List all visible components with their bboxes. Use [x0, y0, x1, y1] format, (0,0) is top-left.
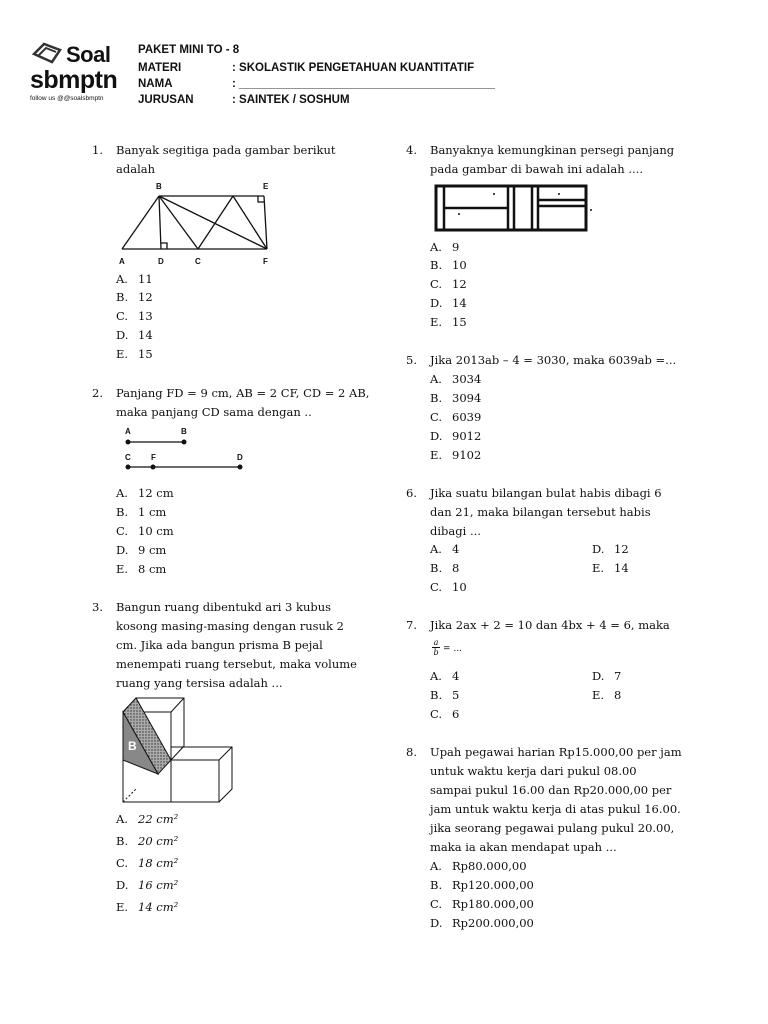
fig2-label-b: B — [181, 427, 187, 436]
fig2-label-a: A — [125, 427, 131, 436]
question-3-line-5: ruang yang tersisa adalah ... — [116, 676, 283, 690]
option-text: 18 cm² — [138, 856, 179, 870]
option-letter: B. — [430, 391, 443, 405]
option-text: 10 cm — [138, 524, 174, 538]
option-text: 9012 — [452, 429, 482, 443]
question-8-line-1: Upah pegawai harian Rp15.000,00 per jam — [430, 745, 682, 759]
question-3-line-1: Bangun ruang dibentukd ari 3 kubus — [116, 600, 332, 614]
option-text: 7 — [614, 669, 622, 683]
option-letter: C. — [430, 707, 443, 721]
question-8-option-a[interactable] — [430, 859, 527, 873]
question-3-figure — [118, 692, 242, 808]
option-letter: A. — [116, 812, 128, 826]
option-text: 13 — [138, 309, 153, 323]
header-key-materi: MATERI — [138, 62, 182, 74]
option-letter: B. — [116, 290, 129, 304]
option-text: 8 — [614, 688, 622, 702]
question-6-option-a[interactable] — [430, 542, 459, 556]
option-text: 12 cm — [138, 486, 174, 500]
option-letter: E. — [430, 448, 443, 462]
question-2-line-2: maka panjang CD sama dengan .. — [116, 405, 312, 419]
option-text: Rp180.000,00 — [452, 897, 534, 911]
question-1-option-b[interactable] — [116, 290, 153, 304]
logo-follow-text: follow us @@soalsbmptn — [30, 95, 104, 102]
question-6-number: 6. — [406, 486, 417, 500]
question-7-option-b[interactable] — [430, 688, 459, 702]
question-2-option-a[interactable] — [116, 486, 174, 500]
question-1-figure — [115, 178, 280, 270]
option-text: 8 — [452, 561, 460, 575]
option-text: 11 — [138, 272, 153, 286]
question-1-option-c[interactable] — [116, 309, 153, 323]
question-3-option-a[interactable] — [116, 812, 178, 826]
option-text: Rp80.000,00 — [452, 859, 527, 873]
question-2-option-d[interactable] — [116, 543, 166, 557]
option-letter: A. — [430, 859, 442, 873]
question-4-option-d[interactable] — [430, 296, 467, 310]
option-text: 10 — [452, 580, 467, 594]
option-letter: A. — [430, 240, 442, 254]
option-text: 6039 — [452, 410, 482, 424]
option-letter: B. — [430, 688, 443, 702]
question-2-option-c[interactable] — [116, 524, 174, 538]
option-letter: D. — [592, 542, 605, 556]
question-3-line-3: cm. Jika ada bangun prisma B pejal — [116, 638, 323, 652]
option-text: 9102 — [452, 448, 482, 462]
option-letter: E. — [116, 347, 129, 361]
question-5-line-1: Jika 2013ab – 4 = 3030, maka 6039ab =... — [430, 353, 677, 367]
question-3-option-d[interactable] — [116, 878, 178, 892]
question-7-number: 7. — [406, 618, 417, 632]
fig1-label-e: E — [263, 182, 269, 191]
question-8-option-d[interactable] — [430, 916, 534, 930]
question-7-option-e[interactable] — [592, 688, 621, 702]
option-letter: E. — [430, 315, 443, 329]
option-text: 15 — [138, 347, 153, 361]
fraction-numerator: a — [433, 638, 439, 647]
question-8-line-3: sampai pukul 16.00 dan Rp20.000,00 per — [430, 783, 672, 797]
question-4-figure — [434, 184, 594, 234]
question-6-option-c[interactable] — [430, 580, 467, 594]
option-text: 1 cm — [138, 505, 167, 519]
question-7-option-a[interactable] — [430, 669, 459, 683]
question-7-option-d[interactable] — [592, 669, 621, 683]
option-letter: D. — [430, 916, 443, 930]
question-8-option-b[interactable] — [430, 878, 534, 892]
header-key-nama: NAMA — [138, 78, 173, 90]
question-8-line-6: maka ia akan mendapat upah ... — [430, 840, 617, 854]
question-3-line-4: menempati ruang tersebut, maka volume — [116, 657, 357, 671]
question-4-line-1: Banyaknya kemungkinan persegi panjang — [430, 143, 675, 157]
question-4-line-2: pada gambar di bawah ini adalah .... — [430, 162, 643, 176]
question-4-number: 4. — [406, 143, 417, 157]
option-letter: E. — [116, 562, 129, 576]
logo-text-top: Soal — [66, 42, 111, 67]
option-text: 4 — [452, 542, 460, 556]
option-letter: C. — [430, 897, 443, 911]
option-text: 15 — [452, 315, 467, 329]
option-letter: C. — [116, 856, 129, 870]
question-8-number: 8. — [406, 745, 417, 759]
option-text: 9 — [452, 240, 460, 254]
fig3-label-b: B — [128, 739, 137, 753]
option-text: 14 — [452, 296, 467, 310]
question-1-option-a[interactable] — [116, 272, 153, 286]
option-letter: D. — [116, 328, 129, 342]
logo-text-bottom: sbmptn — [30, 66, 118, 94]
question-5-number: 5. — [406, 353, 417, 367]
option-letter: C. — [430, 580, 443, 594]
header-value-materi: : SKOLASTIK PENGETAHUAN KUANTITATIF — [232, 62, 475, 74]
option-letter: D. — [116, 543, 129, 557]
fig1-label-b: B — [156, 182, 162, 191]
question-6-option-e[interactable] — [592, 561, 629, 575]
option-text: Rp120.000,00 — [452, 878, 534, 892]
question-8-line-2: untuk waktu kerja dari pukul 08.00 — [430, 764, 637, 778]
option-letter: A. — [430, 542, 442, 556]
option-text: Rp200.000,00 — [452, 916, 534, 930]
question-2-figure — [118, 422, 250, 474]
question-7-fraction-rest: = ... — [443, 644, 462, 654]
question-8-option-c[interactable] — [430, 897, 534, 911]
option-letter: C. — [430, 410, 443, 424]
question-2-option-e[interactable] — [116, 562, 166, 576]
question-3-option-c[interactable] — [116, 856, 178, 870]
option-text: 12 — [614, 542, 629, 556]
fig1-label-f: F — [263, 257, 268, 266]
question-7-line-1: Jika 2ax + 2 = 10 dan 4bx + 4 = 6, maka — [430, 618, 670, 632]
option-letter: A. — [116, 486, 128, 500]
option-letter: D. — [430, 296, 443, 310]
option-letter: E. — [592, 688, 605, 702]
question-4-option-c[interactable] — [430, 277, 467, 291]
question-3-number: 3. — [92, 600, 103, 614]
question-6-option-d[interactable] — [592, 542, 629, 556]
header-value-nama[interactable]: : ________________________________________ — [232, 78, 495, 90]
question-5-option-b[interactable] — [430, 391, 481, 405]
option-text: 12 — [452, 277, 467, 291]
question-3-line-2: kosong masing-masing dengan rusuk 2 — [116, 619, 344, 633]
question-2-number: 2. — [92, 386, 103, 400]
question-5-option-a[interactable] — [430, 372, 481, 386]
question-4-option-a[interactable] — [430, 240, 459, 254]
option-letter: B. — [430, 561, 443, 575]
option-text: 6 — [452, 707, 460, 721]
option-letter: C. — [116, 524, 129, 538]
option-letter: D. — [116, 878, 129, 892]
question-4-option-e[interactable] — [430, 315, 467, 329]
question-5-option-c[interactable] — [430, 410, 481, 424]
logo-icon — [30, 40, 66, 68]
option-letter: B. — [430, 258, 443, 272]
fraction-denominator: b — [433, 648, 439, 657]
header-value-jurusan: : SAINTEK / SOSHUM — [232, 94, 350, 106]
header-key-jurusan: JURUSAN — [138, 94, 194, 106]
question-6-line-3: dibagi ... — [430, 524, 481, 538]
question-2-option-b[interactable] — [116, 505, 166, 519]
question-7-option-c[interactable] — [430, 707, 459, 721]
option-letter: B. — [116, 834, 129, 848]
option-text: 20 cm² — [138, 834, 179, 848]
option-text: 14 — [138, 328, 153, 342]
question-1-line-2: adalah — [116, 162, 156, 176]
question-1-number: 1. — [92, 143, 103, 157]
question-5-option-e[interactable] — [430, 448, 481, 462]
option-letter: A. — [116, 272, 128, 286]
question-1-option-e[interactable] — [116, 347, 153, 361]
question-2-line-1: Panjang FD = 9 cm, AB = 2 CF, CD = 2 AB, — [116, 386, 370, 400]
header-key-paket: PAKET MINI TO - 8 — [138, 44, 240, 56]
option-text: 3094 — [452, 391, 482, 405]
option-text: 22 cm² — [138, 812, 179, 826]
option-letter: D. — [430, 429, 443, 443]
option-letter: E. — [116, 900, 129, 914]
option-text: 9 cm — [138, 543, 167, 557]
option-letter: A. — [430, 372, 442, 386]
option-text: 16 cm² — [138, 878, 179, 892]
option-text: 3034 — [452, 372, 482, 386]
option-text: 8 cm — [138, 562, 167, 576]
question-5-option-d[interactable] — [430, 429, 481, 443]
option-letter: B. — [430, 878, 443, 892]
option-letter: D. — [592, 669, 605, 683]
question-7-fraction — [432, 638, 440, 657]
question-8-line-5: jika seorang pegawai pulang pukul 20.00, — [430, 821, 675, 835]
question-3-option-e[interactable] — [116, 900, 178, 914]
question-1-line-1: Banyak segitiga pada gambar berikut — [116, 143, 336, 157]
fig2-label-c: C — [125, 453, 131, 462]
fig2-label-d: D — [237, 453, 243, 462]
option-letter: A. — [430, 669, 442, 683]
question-8-line-4: jam untuk waktu kerja di atas pukul 16.00. — [430, 802, 681, 816]
option-text: 12 — [138, 290, 153, 304]
fig1-label-d: D — [158, 257, 164, 266]
option-letter: E. — [592, 561, 605, 575]
question-1-option-d[interactable] — [116, 328, 153, 342]
question-4-option-b[interactable] — [430, 258, 467, 272]
option-letter: B. — [116, 505, 129, 519]
fig1-label-a: A — [119, 257, 125, 266]
question-6-line-1: Jika suatu bilangan bulat habis dibagi 6 — [430, 486, 662, 500]
question-3-option-b[interactable] — [116, 834, 178, 848]
option-text: 14 cm² — [138, 900, 179, 914]
option-letter: C. — [116, 309, 129, 323]
option-text: 10 — [452, 258, 467, 272]
question-6-option-b[interactable] — [430, 561, 459, 575]
option-text: 4 — [452, 669, 460, 683]
fig2-label-f: F — [151, 453, 156, 462]
option-text: 5 — [452, 688, 460, 702]
question-6-line-2: dan 21, maka bilangan tersebut habis — [430, 505, 651, 519]
fig1-label-c: C — [195, 257, 201, 266]
option-letter: C. — [430, 277, 443, 291]
option-text: 14 — [614, 561, 629, 575]
